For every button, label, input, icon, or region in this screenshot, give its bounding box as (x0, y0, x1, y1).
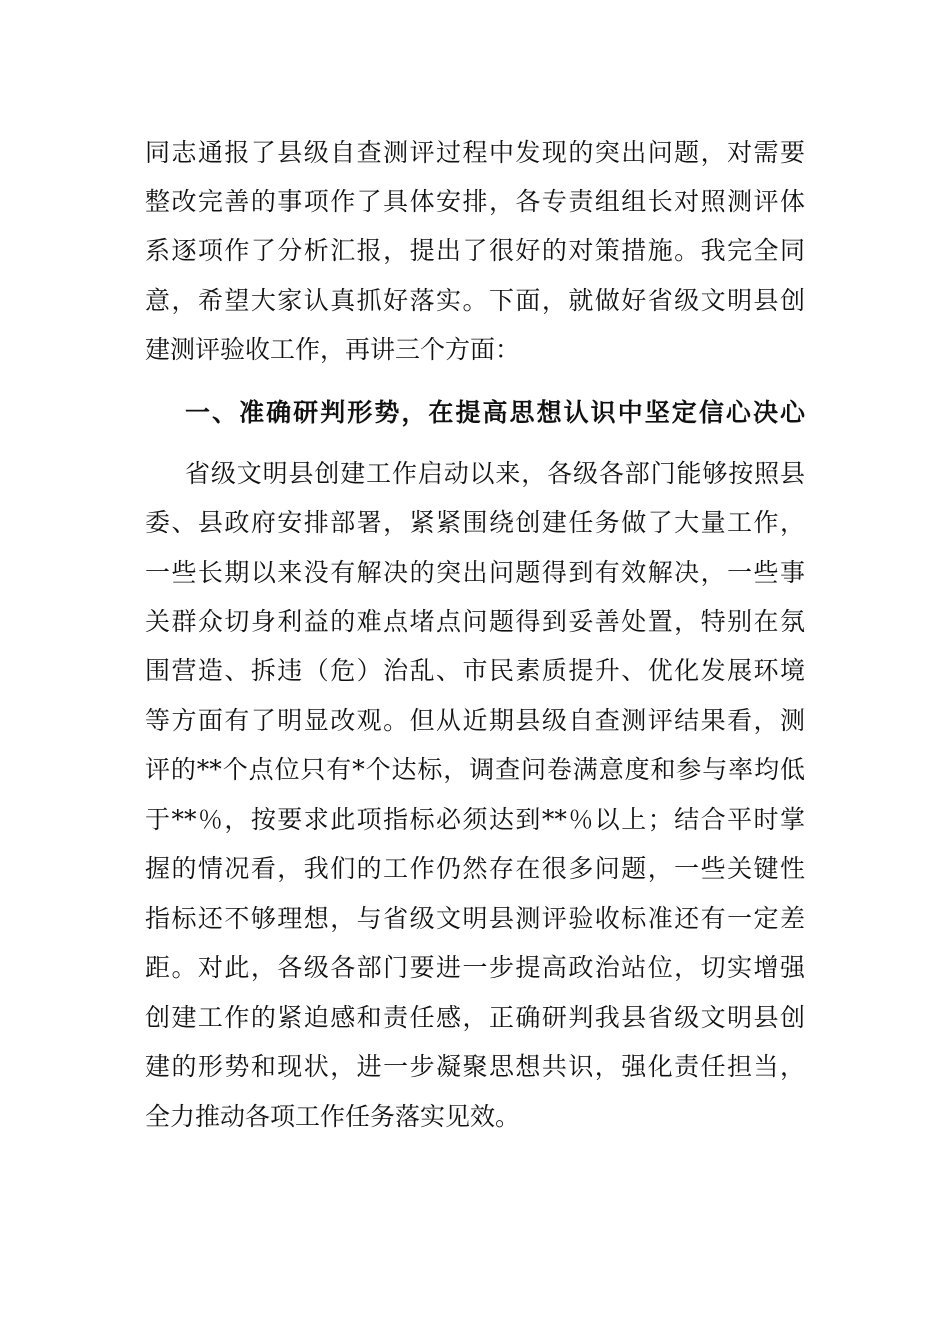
paragraph-line: 于**％，按要求此项指标必须达到**％以上；结合平时掌 (145, 805, 805, 834)
paragraph-line: 一些长期以来没有解决的突出问题得到有效解决，一些事 (145, 558, 805, 587)
paragraph-line: 围营造、拆违（危）治乱、市民素质提升、优化发展环境 (145, 656, 805, 685)
paragraph-line: 建测评验收工作，再讲三个方面： (145, 335, 521, 364)
paragraph-line: 意，希望大家认真抓好落实。下面，就做好省级文明县创 (145, 286, 805, 315)
paragraph-line: 系逐项作了分析汇报，提出了很好的对策措施。我完全同 (145, 236, 805, 265)
paragraph-line: 距。对此，各级各部门要进一步提高政治站位，切实增强 (145, 953, 805, 982)
paragraph-line: 委、县政府安排部署，紧紧围绕创建任务做了大量工作， (145, 508, 805, 537)
paragraph-line: 创建工作的紧迫感和责任感，正确研判我县省级文明县创 (145, 1003, 805, 1032)
paragraph-line: 同志通报了县级自查测评过程中发现的突出问题，对需要 (145, 138, 805, 167)
paragraph-line: 关群众切身利益的难点堵点问题得到妥善处置，特别在氛 (145, 607, 805, 636)
paragraph-line: 整改完善的事项作了具体安排，各专责组组长对照测评体 (145, 187, 805, 216)
paragraph-line: 握的情况看，我们的工作仍然存在很多问题，一些关键性 (145, 854, 805, 883)
paragraph-line: 全力推动各项工作任务落实见效。 (145, 1102, 521, 1131)
section-heading: 一、准确研判形势，在提高思想认识中坚定信心决心 (185, 398, 805, 427)
paragraph-line: 评的**个点位只有*个达标，调查问卷满意度和参与率均低 (145, 755, 805, 784)
paragraph-line: 建的形势和现状，进一步凝聚思想共识，强化责任担当， (145, 1052, 805, 1081)
paragraph-line: 指标还不够理想，与省级文明县测评验收标准还有一定差 (145, 904, 805, 933)
paragraph-line: 等方面有了明显改观。但从近期县级自查测评结果看，测 (145, 706, 805, 735)
paragraph-line: 省级文明县创建工作启动以来，各级各部门能够按照县 (185, 459, 805, 488)
